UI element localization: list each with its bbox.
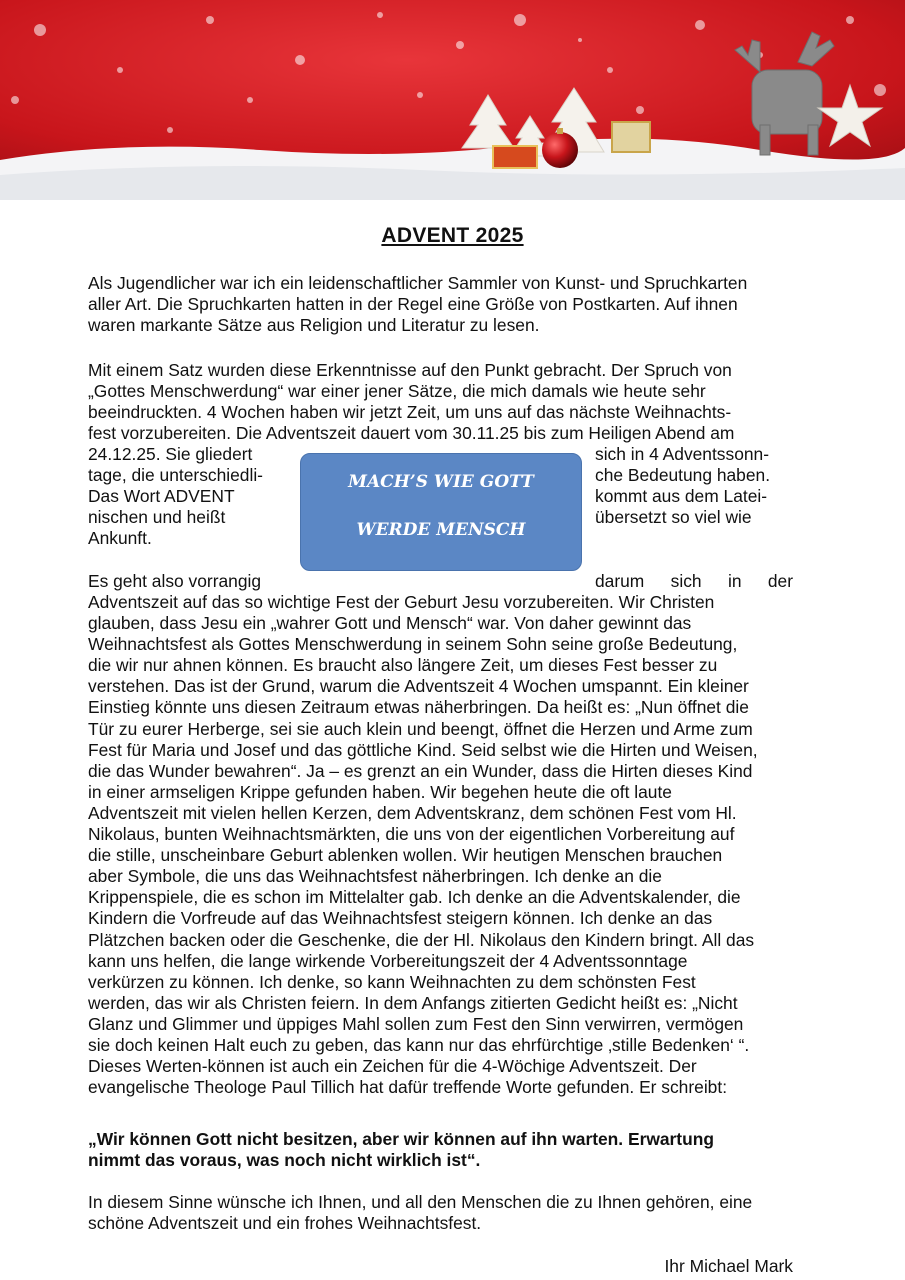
text-line: Dieses Werten-können ist auch ein Zeichen für die 4-Wöchige Adventszeit. Der bbox=[88, 1056, 697, 1077]
text-line: verkürzen zu können. Ich denke, so kann Weihnachten zu dem schönsten Fest bbox=[88, 971, 696, 992]
paragraph-main-first-right bbox=[595, 571, 793, 592]
text-line: aller Art. Die Spruchkarten hatten in der Regel eine Größe von Postkarten. Auf ihnen bbox=[88, 294, 738, 315]
text-line: 24.12.25. Sie gliedert bbox=[88, 444, 253, 464]
text-line: beeindruckten. 4 Wochen haben wir jetzt Zeit, um uns auf das nächste Weihnachts- bbox=[88, 402, 732, 423]
text-line: sie doch keinen Halt euch zu geben, das kann nur das ehrfürchtige ‚stille Bedenken‘ “. bbox=[88, 1034, 750, 1055]
text-line: Fest für Maria und Josef und das göttliche Kind. Seid selbst wie die Hirten und Weisen, bbox=[88, 739, 758, 760]
word: in bbox=[727, 571, 742, 591]
signature: Ihr Michael Mark bbox=[664, 1256, 793, 1276]
text-line: „Wir können Gott nicht besitzen, aber wir können auf ihn warten. Erwartung bbox=[88, 1129, 714, 1149]
callout-line-2: WERDE MENSCH bbox=[356, 520, 526, 540]
christmas-banner-icon bbox=[0, 0, 905, 200]
text-line: aber Symbole, die uns das Weihnachtsfest näherbringen. Ich denke an die bbox=[88, 866, 662, 887]
text-line: verstehen. Das ist der Grund, warum die Adventszeit 4 Wochen umspannt. Ein kleiner bbox=[88, 676, 749, 697]
text-line: die stille, unscheinbare Geburt ablenken wollen. Wir heutigen Menschen brauchen bbox=[88, 845, 723, 866]
text-line: Krippenspiele, die es schon im Mittelalter gab. Ich denke an die Adventskalender, die bbox=[88, 887, 741, 908]
callout-line-1: MACH’S WIE GOTT bbox=[348, 472, 534, 492]
text-line: Tür zu eurer Herberge, sei sie auch klein und beengt, öffnet die Herzen und Arme zum bbox=[88, 718, 753, 739]
paragraph-left-column bbox=[88, 444, 263, 549]
text-line: sich in 4 Adventssonn- bbox=[595, 444, 770, 464]
paragraph-right-column bbox=[595, 444, 793, 528]
word: sich bbox=[670, 571, 702, 591]
paragraph-intro bbox=[88, 273, 793, 336]
text-line: evangelische Theologe Paul Tillich hat dafür treffende Worte gefunden. Er schreibt: bbox=[88, 1077, 728, 1098]
text-line: Einstieg könnte uns diesen Zeitraum etwas näherbringen. Da heißt es: „Nun öffnet die bbox=[88, 697, 749, 718]
text-line: kann uns helfen, die lange wirkende Vorbereitungszeit der 4 Adventssonntage bbox=[88, 950, 688, 971]
text-line: schöne Adventszeit und ein frohes Weihnachtsfest. bbox=[88, 1213, 482, 1234]
text-line: Als Jugendlicher war ich ein leidenschaftlicher Sammler von Kunst- und Spruchkarten bbox=[88, 273, 748, 293]
text-line: werden, das wir als Christen feiern. In dem Anfangs zitierten Gedicht heißt es: „Nicht bbox=[88, 992, 738, 1013]
paragraph-advent-intro bbox=[88, 360, 793, 444]
text-line: übersetzt so viel wie bbox=[595, 507, 752, 528]
callout-box bbox=[300, 453, 582, 571]
text-line: Weihnachtsfest als Gottes Menschwerdung in seinem Sohn seine große Bedeutung, bbox=[88, 634, 738, 655]
text-line: glauben, dass Jesu ein „wahrer Gott und Mensch“ war. Von daher gewinnt das bbox=[88, 613, 692, 634]
text-line: nimmt das voraus, was noch nicht wirklich ist“. bbox=[88, 1150, 481, 1171]
page-title: ADVENT 2025 bbox=[381, 224, 524, 247]
text-line: Das Wort ADVENT bbox=[88, 486, 235, 507]
paragraph-main bbox=[88, 592, 793, 1098]
text-line: Glanz und Glimmer und üppiges Mahl sollen zum Fest den Sinn verwirren, vermögen bbox=[88, 1013, 744, 1034]
text-line: Plätzchen backen oder die Geschenke, die der Hl. Nikolaus den Kindern bringt. All das bbox=[88, 929, 755, 950]
text-line: die das Wunder bewahren“. Ja – es grenzt an ein Wunder, dass die Hirten dieses Kind bbox=[88, 760, 753, 781]
text-line: waren markante Sätze aus Religion und Literatur zu lesen. bbox=[88, 315, 540, 336]
text-line: die wir nur ahnen können. Es braucht also längere Zeit, um dieses Fest besser zu bbox=[88, 655, 718, 676]
text-line: Adventszeit auf das so wichtige Fest der Geburt Jesu vorzubereiten. Wir Christen bbox=[88, 592, 715, 612]
paragraph-closing bbox=[88, 1192, 793, 1234]
text-line: che Bedeutung haben. bbox=[595, 465, 771, 486]
paragraph-main-first-left: Es geht also vorrangig bbox=[88, 571, 262, 591]
text-line: tage, die unterschiedli- bbox=[88, 465, 263, 486]
text-line: Ankunft. bbox=[88, 528, 152, 549]
text-line: Adventszeit mit vielen hellen Kerzen, dem Adventskranz, dem schönen Fest vom Hl. bbox=[88, 802, 737, 823]
word: darum bbox=[595, 571, 645, 591]
header-banner bbox=[0, 0, 905, 200]
text-line: in einer armseligen Krippe gefunden haben. Wir begehen heute die oft laute bbox=[88, 781, 672, 802]
text-line: kommt aus dem Latei- bbox=[595, 486, 768, 507]
tillich-quote bbox=[88, 1129, 793, 1171]
text-line: fest vorzubereiten. Die Adventszeit dauert vom 30.11.25 bis zum Heiligen Abend am bbox=[88, 423, 735, 444]
text-line: In diesem Sinne wünsche ich Ihnen, und all den Menschen die zu Ihnen gehören, eine bbox=[88, 1192, 753, 1212]
word: der bbox=[767, 571, 793, 591]
text-line: Mit einem Satz wurden diese Erkenntnisse auf den Punkt gebracht. Der Spruch von bbox=[88, 360, 732, 380]
text-line: „Gottes Menschwerdung“ war einer jener Sätze, die mich damals wie heute sehr bbox=[88, 381, 706, 402]
text-line: Nikolaus, bunten Weihnachtsmärkten, die uns von der eigentlichen Vorbereitung auf bbox=[88, 824, 735, 845]
text-line: nischen und heißt bbox=[88, 507, 226, 528]
text-line: Kindern die Vorfreude auf das Weihnachtsfest steigern können. Ich denke an das bbox=[88, 908, 713, 929]
